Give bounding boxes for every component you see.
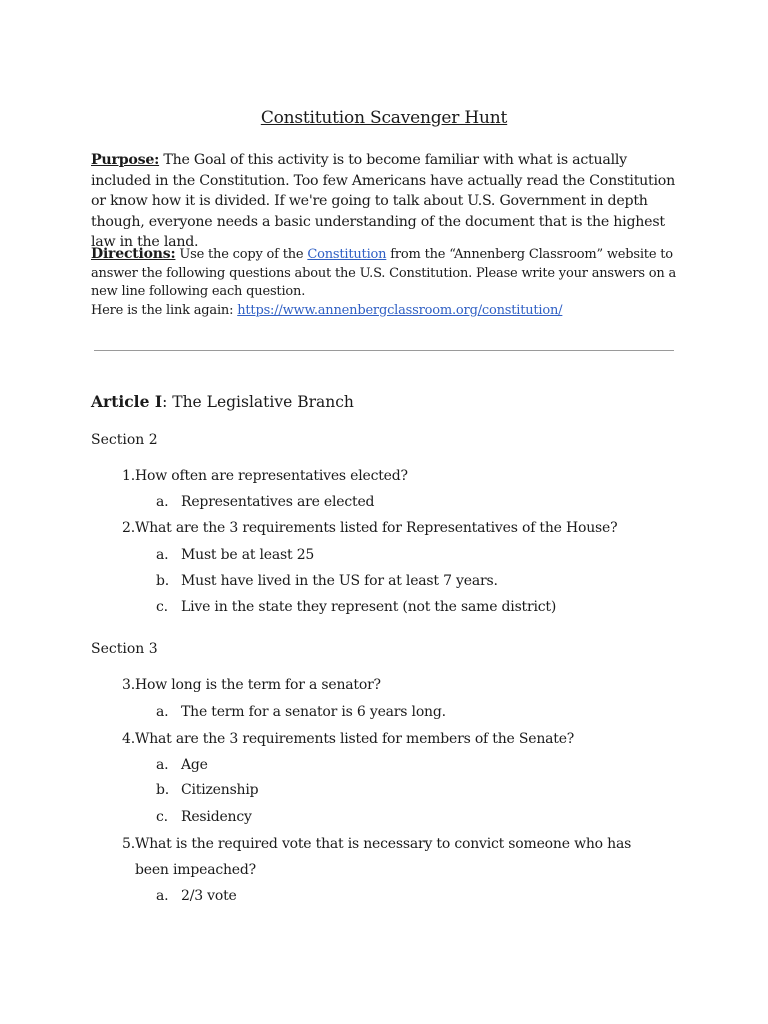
answer-item — [156, 492, 374, 512]
directions-text-after: from the “Annenberg Classroom” website to answer the following questions about the U.S. Constitution. Please write your answers on a new line following each question. — [91, 247, 677, 299]
article-heading — [91, 392, 354, 411]
section-heading: Section 2 — [91, 432, 158, 448]
question-item — [111, 726, 671, 752]
question-item — [111, 831, 671, 878]
answer-letter: a. — [156, 888, 169, 904]
question-item — [111, 672, 671, 698]
answer-text: The term for a senator is 6 years long. — [181, 704, 446, 720]
question-text: How long is the term for a senator? — [135, 677, 381, 693]
link-line-prefix: Here is the link again: — [91, 302, 234, 318]
answer-letter: c. — [156, 809, 168, 825]
question-text: What is the required vote that is necessary to convict someone who has been impeached? — [135, 836, 632, 878]
section-heading: Section 3 — [91, 641, 158, 657]
answer-letter: b. — [156, 782, 170, 798]
answer-text: Representatives are elected — [181, 494, 375, 510]
question-item — [111, 515, 671, 541]
answer-item — [156, 886, 237, 906]
page-title: Constitution Scavenger Hunt — [260, 108, 508, 128]
purpose-label: Purpose: — [91, 152, 160, 168]
answer-item — [156, 755, 208, 775]
answer-text: Must have lived in the US for at least 7 years. — [181, 573, 498, 589]
question-number: 2. — [122, 520, 135, 536]
question-text: What are the 3 requirements listed for Representatives of the House? — [135, 520, 618, 536]
answer-text: Citizenship — [181, 782, 259, 798]
answer-letter: a. — [156, 704, 169, 720]
constitution-link[interactable]: Constitution — [307, 247, 387, 262]
answer-text: 2/3 vote — [181, 888, 237, 904]
answer-item — [156, 807, 252, 827]
purpose-paragraph — [91, 150, 691, 253]
answer-letter: a. — [156, 494, 169, 510]
article-label: Article I — [91, 392, 163, 411]
question-number: 5. — [122, 836, 135, 852]
answer-text: Must be at least 25 — [181, 547, 315, 563]
answer-letter: a. — [156, 547, 169, 563]
question-item — [111, 463, 671, 489]
horizontal-divider — [94, 350, 674, 351]
question-number: 1. — [122, 468, 135, 484]
answer-text: Age — [181, 757, 208, 773]
answer-item — [156, 597, 556, 617]
question-number: 4. — [122, 731, 135, 747]
annenberg-url-link[interactable]: https://www.annenbergclassroom.org/constitution/ — [237, 302, 563, 318]
directions-paragraph — [91, 245, 691, 320]
answer-letter: c. — [156, 599, 168, 615]
question-text: What are the 3 requirements listed for members of the Senate? — [135, 731, 575, 747]
answer-item — [156, 571, 498, 591]
directions-text-before: Use the copy of the — [179, 247, 304, 262]
directions-label: Directions: — [91, 246, 176, 262]
answer-text: Residency — [181, 809, 252, 825]
purpose-text: The Goal of this activity is to become familiar with what is actually included in the Constitution. Too few Americans have actually read the Constitution or know how it is divided. If we're going to talk about U.S. Government in depth though, everyone needs a basic understanding of the document that is the highest law in the land. — [91, 152, 675, 250]
answer-letter: b. — [156, 573, 170, 589]
answer-item — [156, 702, 446, 722]
answer-letter: a. — [156, 757, 169, 773]
article-title: : The Legislative Branch — [162, 393, 354, 411]
answer-item — [156, 780, 258, 800]
question-text: How often are representatives elected? — [135, 468, 408, 484]
answer-text: Live in the state they represent (not the same district) — [181, 599, 557, 615]
answer-item — [156, 545, 314, 565]
question-number: 3. — [122, 677, 135, 693]
